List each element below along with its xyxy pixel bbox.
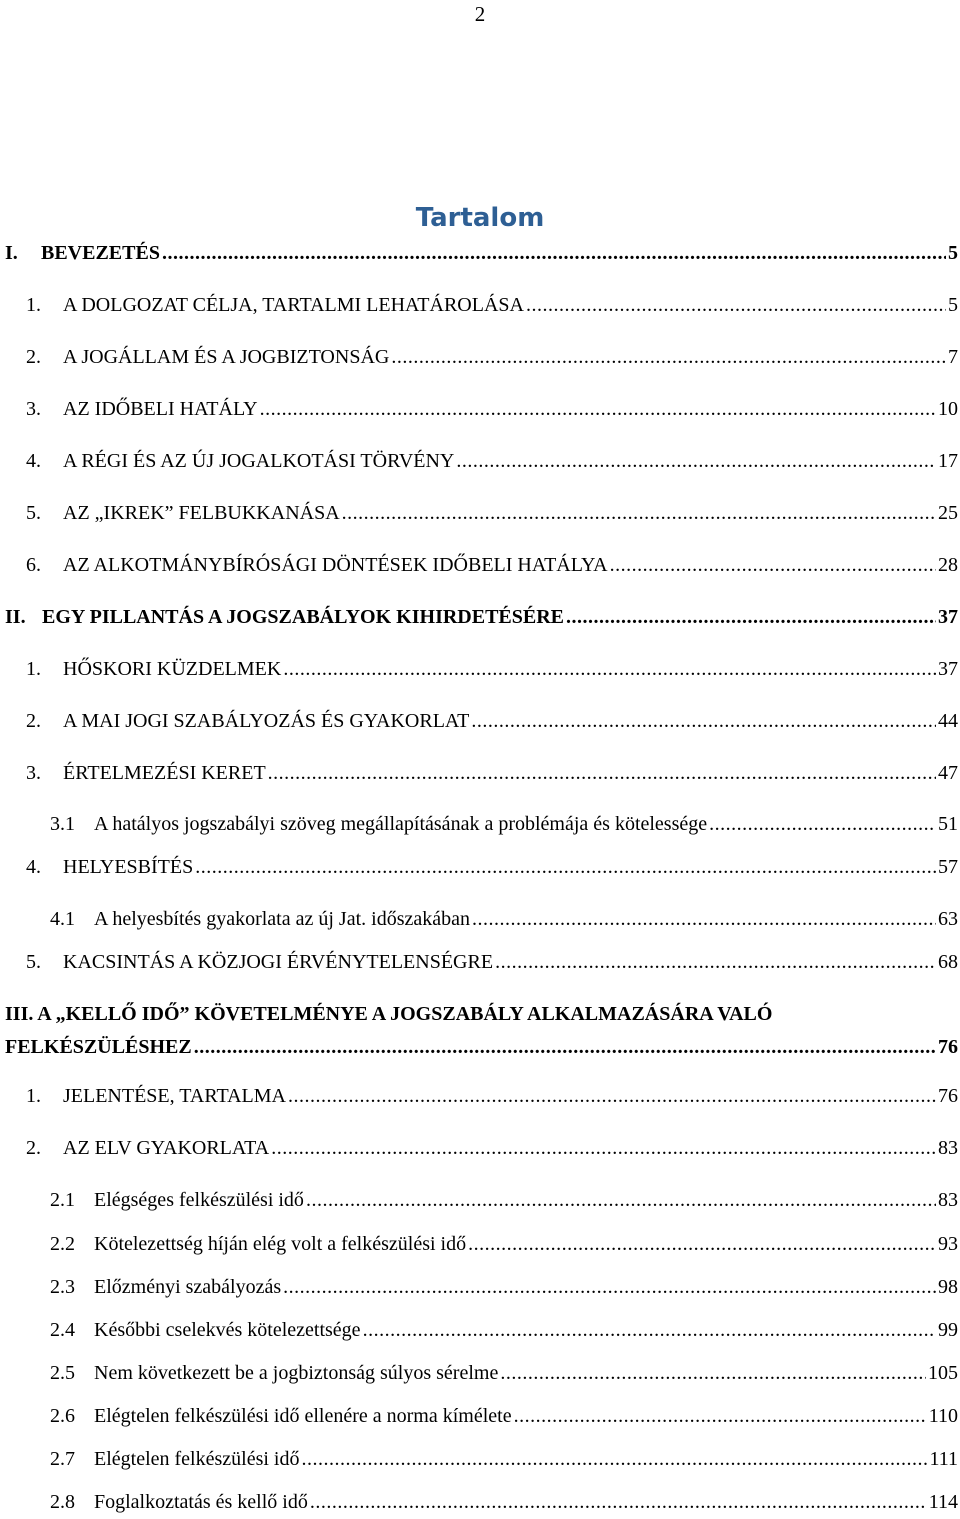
entry-page-number: 25 <box>938 502 958 524</box>
entry-page-number: 44 <box>938 710 958 732</box>
entry-number: 4. <box>26 450 41 472</box>
entry-title: Foglalkoztatás és kellő idő <box>94 1491 308 1513</box>
entry-number: 2.5 <box>50 1362 75 1384</box>
entry-title: A JOGÁLLAM ÉS A JOGBIZTONSÁG <box>63 346 390 368</box>
entry-page-number: 51 <box>938 813 958 835</box>
entry-number: 2.3 <box>50 1276 75 1298</box>
entry-number: 1. <box>26 658 41 680</box>
entry-title: Elégtelen felkészülési idő ellenére a norma kímélete <box>94 1405 512 1427</box>
entry-number: II. <box>5 606 26 628</box>
entry-title: HŐSKORI KÜZDELMEK <box>63 658 282 680</box>
toc-entry-subsection[interactable] <box>50 906 958 932</box>
entry-number: I. <box>5 242 18 264</box>
entry-title: EGY PILLANTÁS A JOGSZABÁLYOK KIHIRDETÉSÉRE <box>42 606 565 628</box>
entry-title: KACSINTÁS A KÖZJOGI ÉRVÉNYTELENSÉGRE <box>63 951 494 973</box>
entry-page-number: 63 <box>938 908 958 930</box>
dot-leader <box>310 1489 927 1515</box>
entry-page-number: 37 <box>938 606 958 628</box>
entry-number: 6. <box>26 554 41 576</box>
toc-entry-subsection[interactable] <box>50 1187 958 1213</box>
entry-number: 2.4 <box>50 1319 75 1341</box>
entry-title: Elégséges felkészülési idő <box>94 1189 304 1211</box>
entry-number: 2.2 <box>50 1233 75 1255</box>
dot-leader <box>610 552 936 578</box>
entry-page-number: 68 <box>938 951 958 973</box>
entry-number: 5. <box>26 502 41 524</box>
entry-title: HELYESBÍTÉS <box>63 856 194 878</box>
dot-leader <box>283 1274 936 1300</box>
toc-entry-subsection[interactable] <box>50 1274 958 1300</box>
dot-leader <box>268 760 936 786</box>
dot-leader <box>472 906 936 932</box>
toc-entry-section[interactable] <box>26 1135 958 1161</box>
toc-entry-section[interactable] <box>26 396 958 422</box>
toc-entry-chapter-2[interactable] <box>5 604 958 630</box>
entry-page-number: 111 <box>929 1448 958 1470</box>
entry-title: A RÉGI ÉS AZ ÚJ JOGALKOTÁSI TÖRVÉNY <box>63 450 455 472</box>
dot-leader <box>260 396 936 422</box>
entry-page-number: 57 <box>938 856 958 878</box>
entry-page-number: 110 <box>928 1405 958 1427</box>
toc-entry-section[interactable] <box>26 500 958 526</box>
toc-entry-subsection[interactable] <box>50 1360 958 1386</box>
entry-page-number: 47 <box>938 762 958 784</box>
entry-number: 3. <box>26 398 41 420</box>
entry-number: 2. <box>26 710 41 732</box>
entry-page-number: 17 <box>938 450 958 472</box>
toc-entry-subsection[interactable] <box>50 1317 958 1343</box>
entry-title: AZ IDŐBELI HATÁLY <box>63 398 258 420</box>
entry-title: AZ ALKOTMÁNYBÍRÓSÁGI DÖNTÉSEK IDŐBELI HATÁLYA <box>63 554 608 576</box>
entry-title: A helyesbítés gyakorlata az új Jat. időszakában <box>94 908 470 930</box>
dot-leader <box>162 240 946 266</box>
entry-number: 5. <box>26 951 41 973</box>
dot-leader <box>283 656 936 682</box>
entry-title: AZ ELV GYAKORLATA <box>63 1137 270 1159</box>
entry-title-line-1 <box>5 1001 958 1027</box>
entry-page-number: 10 <box>938 398 958 420</box>
toc-entry-section[interactable] <box>26 708 958 734</box>
entry-title-line-2 <box>5 1034 958 1060</box>
entry-number: 2.7 <box>50 1448 75 1470</box>
entry-title: A DOLGOZAT CÉLJA, TARTALMI LEHATÁROLÁSA <box>63 294 524 316</box>
entry-page-number: 28 <box>938 554 958 576</box>
entry-title: Kötelezettség híján elég volt a felkészülési idő <box>94 1233 467 1255</box>
entry-title: JELENTÉSE, TARTALMA <box>63 1085 286 1107</box>
toc-entry-section[interactable] <box>26 854 958 880</box>
toc-entry-section[interactable] <box>26 760 958 786</box>
toc-entry-section[interactable] <box>26 292 958 318</box>
entry-title: A hatályos jogszabályi szöveg megállapításának a problémája és kötelessége <box>94 813 708 835</box>
toc-entry-subsection[interactable] <box>50 811 958 837</box>
dot-leader <box>195 854 936 880</box>
entry-page-number: 98 <box>938 1276 958 1298</box>
dot-leader <box>271 1135 936 1161</box>
toc-entry-section[interactable] <box>26 949 958 975</box>
page-number: 2 <box>474 2 486 26</box>
toc-entry-section[interactable] <box>26 552 958 578</box>
dot-leader <box>495 949 936 975</box>
dot-leader <box>391 344 946 370</box>
toc-entry-subsection[interactable] <box>50 1489 958 1515</box>
entry-number: 2. <box>26 1137 41 1159</box>
toc-entry-subsection[interactable] <box>50 1231 958 1257</box>
entry-page-number: 93 <box>938 1233 958 1255</box>
entry-page-number: 37 <box>938 658 958 680</box>
dot-leader <box>342 500 936 526</box>
entry-title: ÉRTELMEZÉSI KERET <box>63 762 266 784</box>
entry-number: 3. <box>26 762 41 784</box>
toc-entry-section[interactable] <box>26 1083 958 1109</box>
entry-number: 2. <box>26 346 41 368</box>
entry-number: 2.1 <box>50 1189 75 1211</box>
dot-leader <box>301 1446 927 1472</box>
entry-number: III. <box>5 1003 34 1025</box>
toc-entry-chapter-1[interactable] <box>5 240 958 266</box>
dot-leader <box>468 1231 936 1257</box>
entry-page-number: 105 <box>928 1362 958 1384</box>
toc-entry-subsection[interactable] <box>50 1446 958 1472</box>
toc-title: Tartalom <box>415 203 545 233</box>
entry-page-number: 99 <box>938 1319 958 1341</box>
dot-leader <box>566 604 936 630</box>
toc-entry-section[interactable] <box>26 344 958 370</box>
entry-page-number: 5 <box>948 294 958 316</box>
toc-entry-section[interactable] <box>26 448 958 474</box>
entry-title: Elégtelen felkészülési idő <box>94 1448 300 1470</box>
entry-title: A „KELLŐ IDŐ” KÖVETELMÉNYE A JOGSZABÁLY ALKALMAZÁSÁRA VALÓ <box>37 1003 773 1025</box>
entry-number: 2.6 <box>50 1405 75 1427</box>
entry-page-number: 76 <box>938 1085 958 1107</box>
dot-leader <box>514 1403 927 1429</box>
entry-page-number: 5 <box>948 242 958 264</box>
toc-entry-chapter-3[interactable] <box>5 1001 958 1060</box>
toc-entry-section[interactable] <box>26 656 958 682</box>
entry-title: Előzményi szabályozás <box>94 1276 282 1298</box>
entry-page-number: 114 <box>928 1491 958 1513</box>
toc-entry-subsection[interactable] <box>50 1403 958 1429</box>
entry-number: 4. <box>26 856 41 878</box>
entry-title: A MAI JOGI SZABÁLYOZÁS ÉS GYAKORLAT <box>63 710 470 732</box>
dot-leader <box>288 1083 936 1109</box>
entry-page-number: 83 <box>938 1189 958 1211</box>
dot-leader <box>363 1317 936 1343</box>
dot-leader <box>456 448 936 474</box>
dot-leader <box>709 811 936 837</box>
dot-leader <box>194 1034 936 1060</box>
entry-title: AZ „IKREK” FELBUKKANÁSA <box>63 502 340 524</box>
dot-leader <box>471 708 936 734</box>
entry-number: 4.1 <box>50 908 75 930</box>
dot-leader <box>526 292 946 318</box>
dot-leader <box>306 1187 936 1213</box>
entry-number: 1. <box>26 294 41 316</box>
dot-leader <box>500 1360 926 1386</box>
entry-page-number: 83 <box>938 1137 958 1159</box>
entry-number: 2.8 <box>50 1491 75 1513</box>
entry-title: Nem következett be a jogbiztonság súlyos sérelme <box>94 1362 499 1384</box>
entry-number: 1. <box>26 1085 41 1107</box>
entry-page-number: 76 <box>938 1036 958 1058</box>
entry-title: Későbbi cselekvés kötelezettsége <box>94 1319 361 1341</box>
entry-title-continuation: FELKÉSZÜLÉSHEZ <box>5 1036 192 1058</box>
entry-title: BEVEZETÉS <box>41 242 160 264</box>
entry-page-number: 7 <box>948 346 958 368</box>
entry-number: 3.1 <box>50 813 75 835</box>
